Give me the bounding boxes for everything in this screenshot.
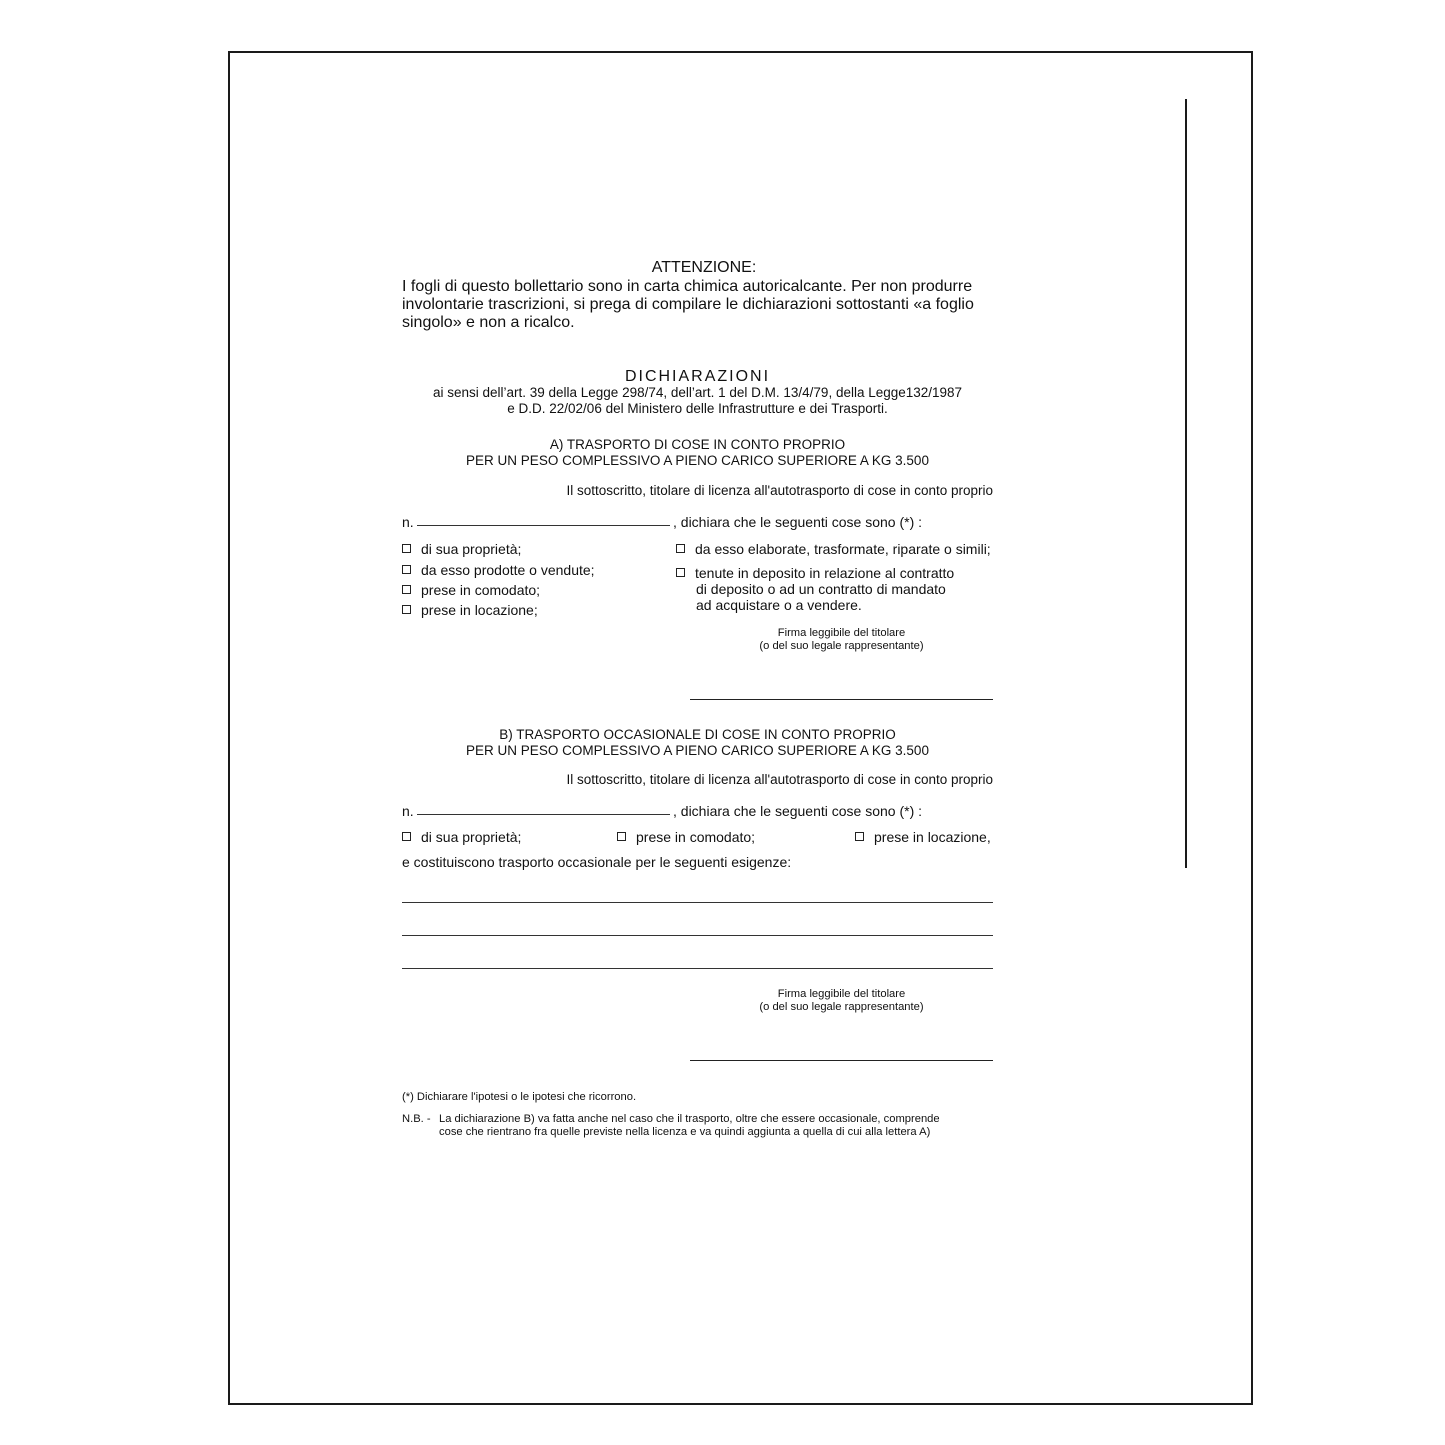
section-a-option-deposit[interactable] [676, 565, 954, 581]
checkbox-icon[interactable] [676, 568, 685, 577]
section-b-needs-line-2[interactable] [402, 935, 993, 936]
nb-line-1: La dichiarazione B) va fatta anche nel caso che il trasporto, oltre che essere occasionale, comprende [439, 1113, 940, 1125]
option-label: prese in locazione, [874, 829, 991, 845]
section-b-option-loan[interactable] [617, 829, 755, 845]
footnote: (*) Dichiarare l'ipotesi o le ipotesi che ricorrono. [402, 1091, 637, 1103]
attention-line-1: I fogli di questo bollettario sono in carta chimica autoricalcante. Per non produrre [402, 278, 973, 295]
declarations-subtitle-2: e D.D. 22/02/06 del Ministero delle Infrastrutture e dei Trasporti. [507, 401, 888, 416]
section-a-signature-field[interactable] [690, 699, 993, 700]
checkbox-icon[interactable] [402, 605, 411, 614]
section-a-option-loan[interactable] [402, 582, 540, 598]
checkbox-icon[interactable] [402, 565, 411, 574]
section-a-option-deposit-line-3: ad acquistare o a vendere. [696, 597, 862, 613]
declarations-subtitle-1: ai sensi dell’art. 39 della Legge 298/74, dell’art. 1 del D.M. 13/4/79, della Legge132/1987 [432, 385, 963, 400]
declarations-title: DICHIARAZIONI [624, 368, 771, 385]
section-b-intro: Il sottoscritto, titolare di licenza all'autotrasporto di cose in conto proprio [566, 772, 993, 787]
section-b-signature-field[interactable] [690, 1060, 993, 1061]
section-a-option-produced[interactable] [402, 562, 595, 578]
section-b-heading-2: PER UN PESO COMPLESSIVO A PIENO CARICO SUPERIORE A KG 3.500 [466, 743, 929, 758]
section-a-signature-label-1: Firma leggibile del titolare [777, 627, 906, 639]
section-b-heading-1: B) TRASPORTO OCCASIONALE DI COSE IN CONTO PROPRIO [499, 727, 896, 742]
section-b-signature-label-1: Firma leggibile del titolare [777, 988, 906, 1000]
checkbox-icon[interactable] [855, 832, 864, 841]
nb-line-2: cose che rientrano fra quelle previste nella licenza e va quindi aggiunta a quella di cui alla lettera A) [439, 1126, 931, 1138]
checkbox-icon[interactable] [402, 585, 411, 594]
section-b-option-own[interactable] [402, 829, 521, 845]
section-a-heading-1: A) TRASPORTO DI COSE IN CONTO PROPRIO [549, 437, 846, 452]
section-b-option-lease[interactable] [855, 829, 991, 845]
section-a-heading-2: PER UN PESO COMPLESSIVO A PIENO CARICO SUPERIORE A KG 3.500 [466, 453, 929, 468]
attention-line-3: singolo» e non a ricalco. [402, 314, 575, 331]
section-a-option-deposit-line-2: di deposito o ad un contratto di mandato [696, 581, 946, 597]
checkbox-icon[interactable] [676, 544, 685, 553]
section-b-signature-label-2: (o del suo legale rappresentante) [759, 1001, 924, 1013]
option-label: prese in locazione; [421, 602, 538, 618]
option-label: prese in comodato; [636, 829, 756, 845]
section-a-declares: , dichiara che le seguenti cose sono (*) : [673, 514, 923, 530]
section-b-license-number-field[interactable] [417, 814, 670, 815]
section-a-intro: Il sottoscritto, titolare di licenza all'autotrasporto di cose in conto proprio [566, 483, 993, 498]
nb-label: N.B. - [402, 1113, 431, 1125]
section-a-signature-label-2: (o del suo legale rappresentante) [759, 640, 924, 652]
section-a-n-label: n. [402, 514, 414, 530]
binding-margin-line [1185, 99, 1187, 868]
section-a-option-lease[interactable] [402, 602, 538, 618]
option-label: prese in comodato; [421, 582, 541, 598]
option-label: da esso elaborate, trasformate, riparate o simili; [695, 541, 991, 557]
section-a-option-own[interactable] [402, 541, 521, 557]
checkbox-icon[interactable] [617, 832, 626, 841]
checkbox-icon[interactable] [402, 832, 411, 841]
section-b-needs-line-3[interactable] [402, 968, 993, 969]
option-label: da esso prodotte o vendute; [421, 562, 595, 578]
option-label: tenute in deposito in relazione al contratto [695, 565, 955, 581]
attention-line-2: involontarie trascrizioni, si prega di compilare le dichiarazioni sottostanti «a foglio [402, 296, 974, 313]
section-b-occasional-text: e costituiscono trasporto occasionale per le seguenti esigenze: [402, 854, 792, 870]
attention-title: ATTENZIONE: [651, 259, 757, 276]
checkbox-icon[interactable] [402, 544, 411, 553]
section-b-needs-line-1[interactable] [402, 902, 993, 903]
section-b-declares: , dichiara che le seguenti cose sono (*) : [673, 803, 923, 819]
option-label: di sua proprietà; [421, 541, 522, 557]
section-a-license-number-field[interactable] [417, 525, 670, 526]
section-a-option-processed[interactable] [676, 541, 991, 557]
section-b-n-label: n. [402, 803, 414, 819]
option-label: di sua proprietà; [421, 829, 522, 845]
